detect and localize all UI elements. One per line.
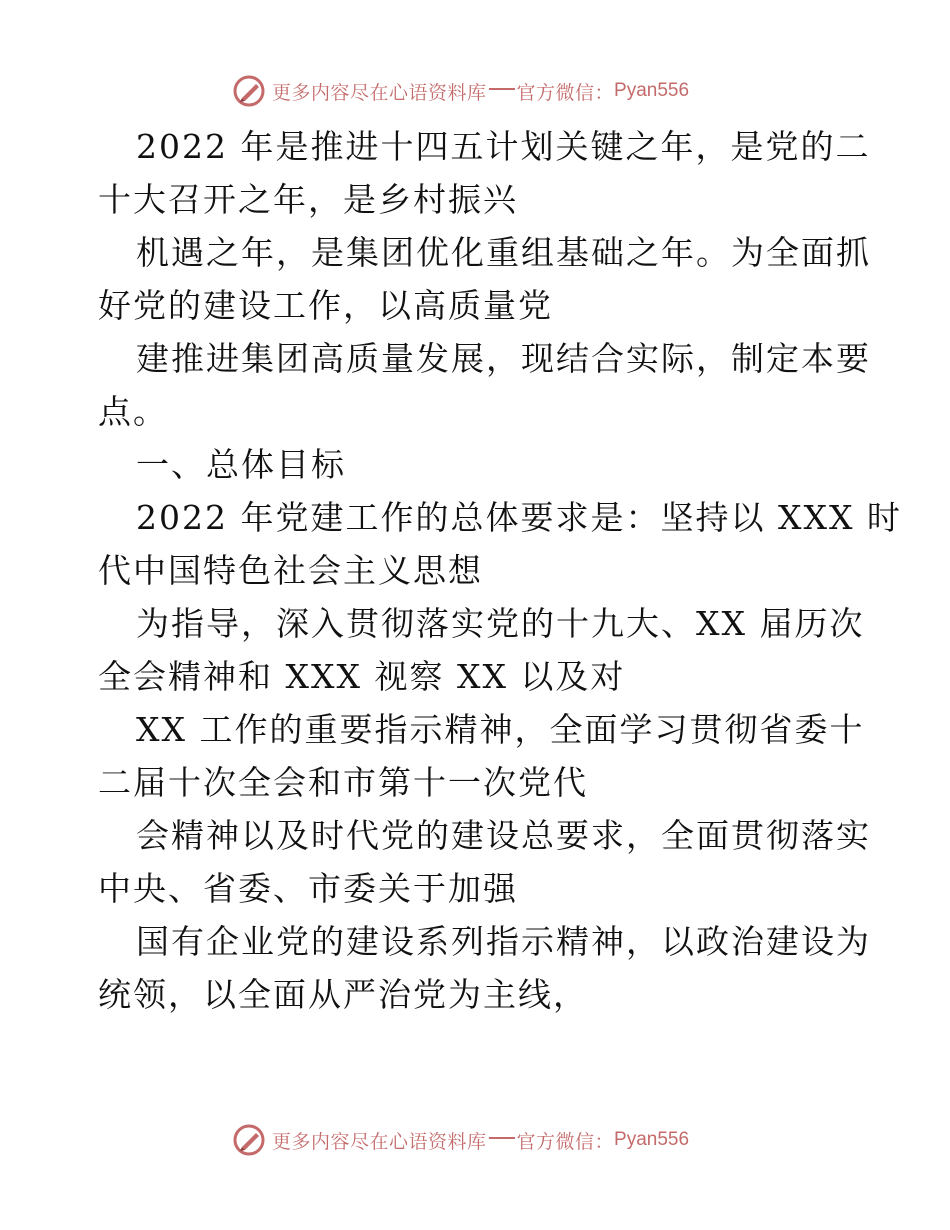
watermark-wechat-id: Pyan556 <box>614 1129 690 1150</box>
text-line: 机遇之年，是集团优化重组基础之年。为全面抓 <box>136 233 871 272</box>
text-line: 建推进集团高质量发展，现结合实际，制定本要 <box>136 339 871 378</box>
pen-logo-icon <box>232 74 266 108</box>
watermark-wechat-id: Pyan556 <box>614 80 690 101</box>
watermark-header <box>232 71 689 111</box>
watermark-suffix: 官方微信： <box>516 81 615 104</box>
watermark-text: 更多内容尽在心语资料库 <box>272 1130 487 1153</box>
pen-logo-icon <box>232 1123 266 1157</box>
text-line: 二届十次全会和市第十一次党代 <box>98 763 588 802</box>
section-heading: 一、总体目标 <box>136 445 346 484</box>
watermark-dash <box>489 88 515 90</box>
text-line: 十大召开之年，是乡村振兴 <box>98 180 518 219</box>
text-line: 为指导，深入贯彻落实党的十九大、XX 届历次 <box>136 604 865 643</box>
text-line: XX 工作的重要指示精神，全面学习贯彻省委十 <box>136 710 865 749</box>
text-line: 全会精神和 XXX 视察 XX 以及对 <box>98 657 626 696</box>
watermark-suffix: 官方微信： <box>516 1130 615 1153</box>
text-line: 中央、省委、市委关于加强 <box>98 869 518 908</box>
watermark-dash <box>489 1137 515 1139</box>
text-line: 好党的建设工作，以高质量党 <box>98 286 553 325</box>
text-line: 点。 <box>98 392 168 431</box>
document-body <box>98 120 902 1021</box>
text-line: 2022 年党建工作的总体要求是：坚持以 XXX 时 <box>136 498 902 537</box>
text-line: 国有企业党的建设系列指示精神，以政治建设为 <box>136 922 871 961</box>
text-line: 代中国特色社会主义思想 <box>98 551 483 590</box>
watermark-footer <box>232 1120 689 1160</box>
text-line: 统领，以全面从严治党为主线， <box>98 975 588 1014</box>
text-line: 2022 年是推进十四五计划关键之年，是党的二 <box>136 127 871 166</box>
text-line: 会精神以及时代党的建设总要求，全面贯彻落实 <box>136 816 871 855</box>
watermark-text: 更多内容尽在心语资料库 <box>272 81 487 104</box>
